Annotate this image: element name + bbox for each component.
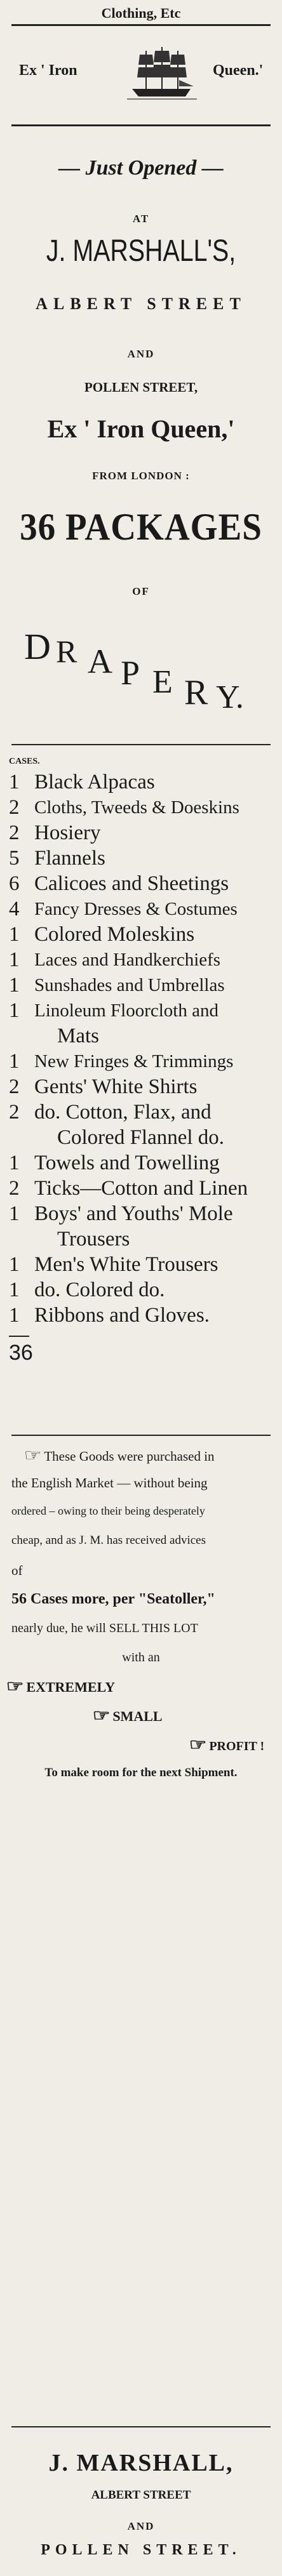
closing-line: To make room for the next Shipment.	[44, 1766, 238, 1779]
item-description: do. Colored do.	[34, 1278, 165, 1301]
drapery-wordmark	[0, 625, 282, 714]
notice-line: nearly due, he will SELL THIS LOT	[11, 1621, 198, 1635]
banner-right-text: Queen.'	[213, 62, 264, 79]
footer-pollen-street: POLLEN STREET.	[41, 2542, 241, 2558]
pointing-hand-icon: ☞	[6, 1677, 24, 1696]
list-item	[9, 820, 276, 846]
item-description: Calicoes and Sheetings	[34, 872, 229, 895]
item-description: Black Alpacas	[34, 771, 155, 793]
footer-rule	[11, 2426, 271, 2427]
footer-merchant: J. MARSHALL,	[48, 2450, 234, 2476]
item-quantity: 5	[9, 847, 20, 870]
list-item	[9, 1049, 276, 1074]
drapery-letter: Y.	[216, 679, 244, 715]
list-item	[9, 896, 276, 922]
item-quantity: 2	[9, 1177, 20, 1200]
total-cases: 36	[9, 1341, 33, 1365]
packages-heading: 36 PACKAGES	[20, 506, 262, 548]
notice-line: cheap, and as J. M. has received advices	[11, 1534, 206, 1547]
item-quantity: 6	[9, 872, 20, 895]
item-quantity: 1	[9, 1152, 20, 1174]
item-quantity: 1	[9, 999, 20, 1022]
notice-rule	[11, 1435, 271, 1436]
item-description: Laces and Handkerchiefs	[34, 950, 221, 970]
list-item	[9, 973, 276, 998]
item-description: Ticks—Cotton and Linen	[34, 1177, 248, 1200]
pointing-hand-icon: ☞	[189, 1736, 207, 1754]
drapery-letter: R	[184, 673, 208, 712]
list-item	[9, 1150, 276, 1176]
item-description: Flannels	[34, 847, 105, 870]
drapery-letter: D	[24, 626, 51, 667]
from-london: FROM LONDON :	[92, 470, 190, 482]
item-description: Ribbons and Gloves.	[34, 1304, 210, 1327]
notice-line: with an	[122, 1650, 160, 1664]
list-item	[9, 846, 276, 871]
item-description: Sunshades and Umbrellas	[34, 975, 225, 995]
item-description: do. Cotton, Flax, and	[34, 1101, 211, 1124]
at-label: AT	[132, 213, 150, 225]
item-quantity: 4	[9, 898, 20, 920]
item-quantity: 1	[9, 948, 20, 971]
item-quantity: 1	[9, 1278, 20, 1301]
pollen-street: POLLEN STREET,	[84, 380, 198, 395]
item-description: Linoleum Floorcloth and	[34, 1000, 218, 1021]
drapery-letter: P	[121, 654, 140, 692]
list-item	[9, 1252, 276, 1277]
item-description: Boys' and Youths' Mole	[34, 1202, 233, 1225]
notice-line: of	[11, 1563, 23, 1578]
list-item	[9, 1176, 276, 1201]
item-quantity: 2	[9, 1075, 20, 1098]
pointing-hand-icon: ☞	[24, 1446, 42, 1464]
extremely-text: EXTREMELY	[26, 1679, 116, 1695]
sailing-ship-icon	[127, 44, 197, 102]
banner-left-text: Ex ' Iron	[19, 62, 77, 79]
total-rule	[9, 1336, 29, 1337]
item-quantity: 1	[9, 1202, 20, 1225]
drapery-letter: E	[152, 664, 173, 700]
cases-heading: CASES.	[9, 757, 40, 766]
top-rule	[11, 24, 271, 26]
section-header: Clothing, Etc	[101, 5, 181, 21]
item-quantity: 2	[9, 1101, 20, 1124]
list-item	[9, 1074, 276, 1099]
item-description: Colored Moleskins	[34, 923, 195, 946]
list-item	[9, 922, 276, 947]
item-quantity: 1	[9, 1253, 20, 1276]
item-description: Fancy Dresses & Costumes	[34, 899, 238, 919]
item-description-continued: Colored Flannel do.	[57, 1126, 225, 1149]
notice-line: ordered – owing to their being desperately	[11, 1504, 205, 1517]
banner-rule	[11, 124, 271, 126]
item-quantity: 1	[9, 923, 20, 946]
item-description: Towels and Towelling	[34, 1152, 220, 1174]
ship-banner	[0, 44, 282, 102]
item-description: New Fringes & Trimmings	[34, 1051, 234, 1072]
item-description-continued: Mats	[57, 1025, 99, 1047]
item-description: Gents' White Shirts	[34, 1075, 198, 1098]
and-label: AND	[127, 348, 155, 360]
list-item	[9, 1303, 276, 1328]
pointing-hand-icon: ☞	[92, 1706, 111, 1725]
list-item	[9, 871, 276, 896]
notice-line: 56 Cases more, per "Seatoller,"	[11, 1591, 215, 1607]
item-quantity: 1	[9, 1050, 20, 1073]
item-quantity: 1	[9, 1304, 20, 1327]
profit-text: PROFIT !	[209, 1739, 265, 1753]
small-text: SMALL	[112, 1708, 163, 1724]
notice-line: the English Market — without being	[11, 1475, 208, 1490]
list-item	[9, 1201, 276, 1252]
of-label: OF	[132, 585, 150, 597]
list-top-rule	[11, 744, 271, 745]
item-description: Hosiery	[34, 821, 101, 844]
notice-line: These Goods were purchased in	[44, 1449, 215, 1464]
footer-albert-street: ALBERT STREET	[91, 2488, 191, 2502]
footer-and-label: AND	[127, 2520, 155, 2532]
item-quantity: 1	[9, 974, 20, 997]
item-quantity: 2	[9, 796, 20, 819]
list-item	[9, 1099, 276, 1150]
item-quantity: 2	[9, 821, 20, 844]
ship-name: Ex ' Iron Queen,'	[47, 415, 235, 443]
item-description: Cloths, Tweeds & Doeskins	[34, 797, 239, 818]
merchant-name: J. MARSHALL'S,	[46, 234, 236, 268]
albert-street: ALBERT STREET	[36, 295, 246, 313]
drapery-letter: A	[88, 642, 112, 681]
just-opened-heading: — Just Opened —	[58, 156, 224, 180]
list-item	[9, 1277, 276, 1303]
item-quantity: 1	[9, 771, 20, 793]
list-item	[9, 795, 276, 820]
drapery-letter: R	[56, 634, 77, 669]
item-description: Men's White Trousers	[34, 1253, 218, 1276]
list-item	[9, 769, 276, 795]
item-description-continued: Trousers	[57, 1228, 130, 1251]
list-item	[9, 947, 276, 973]
list-item	[9, 998, 276, 1049]
